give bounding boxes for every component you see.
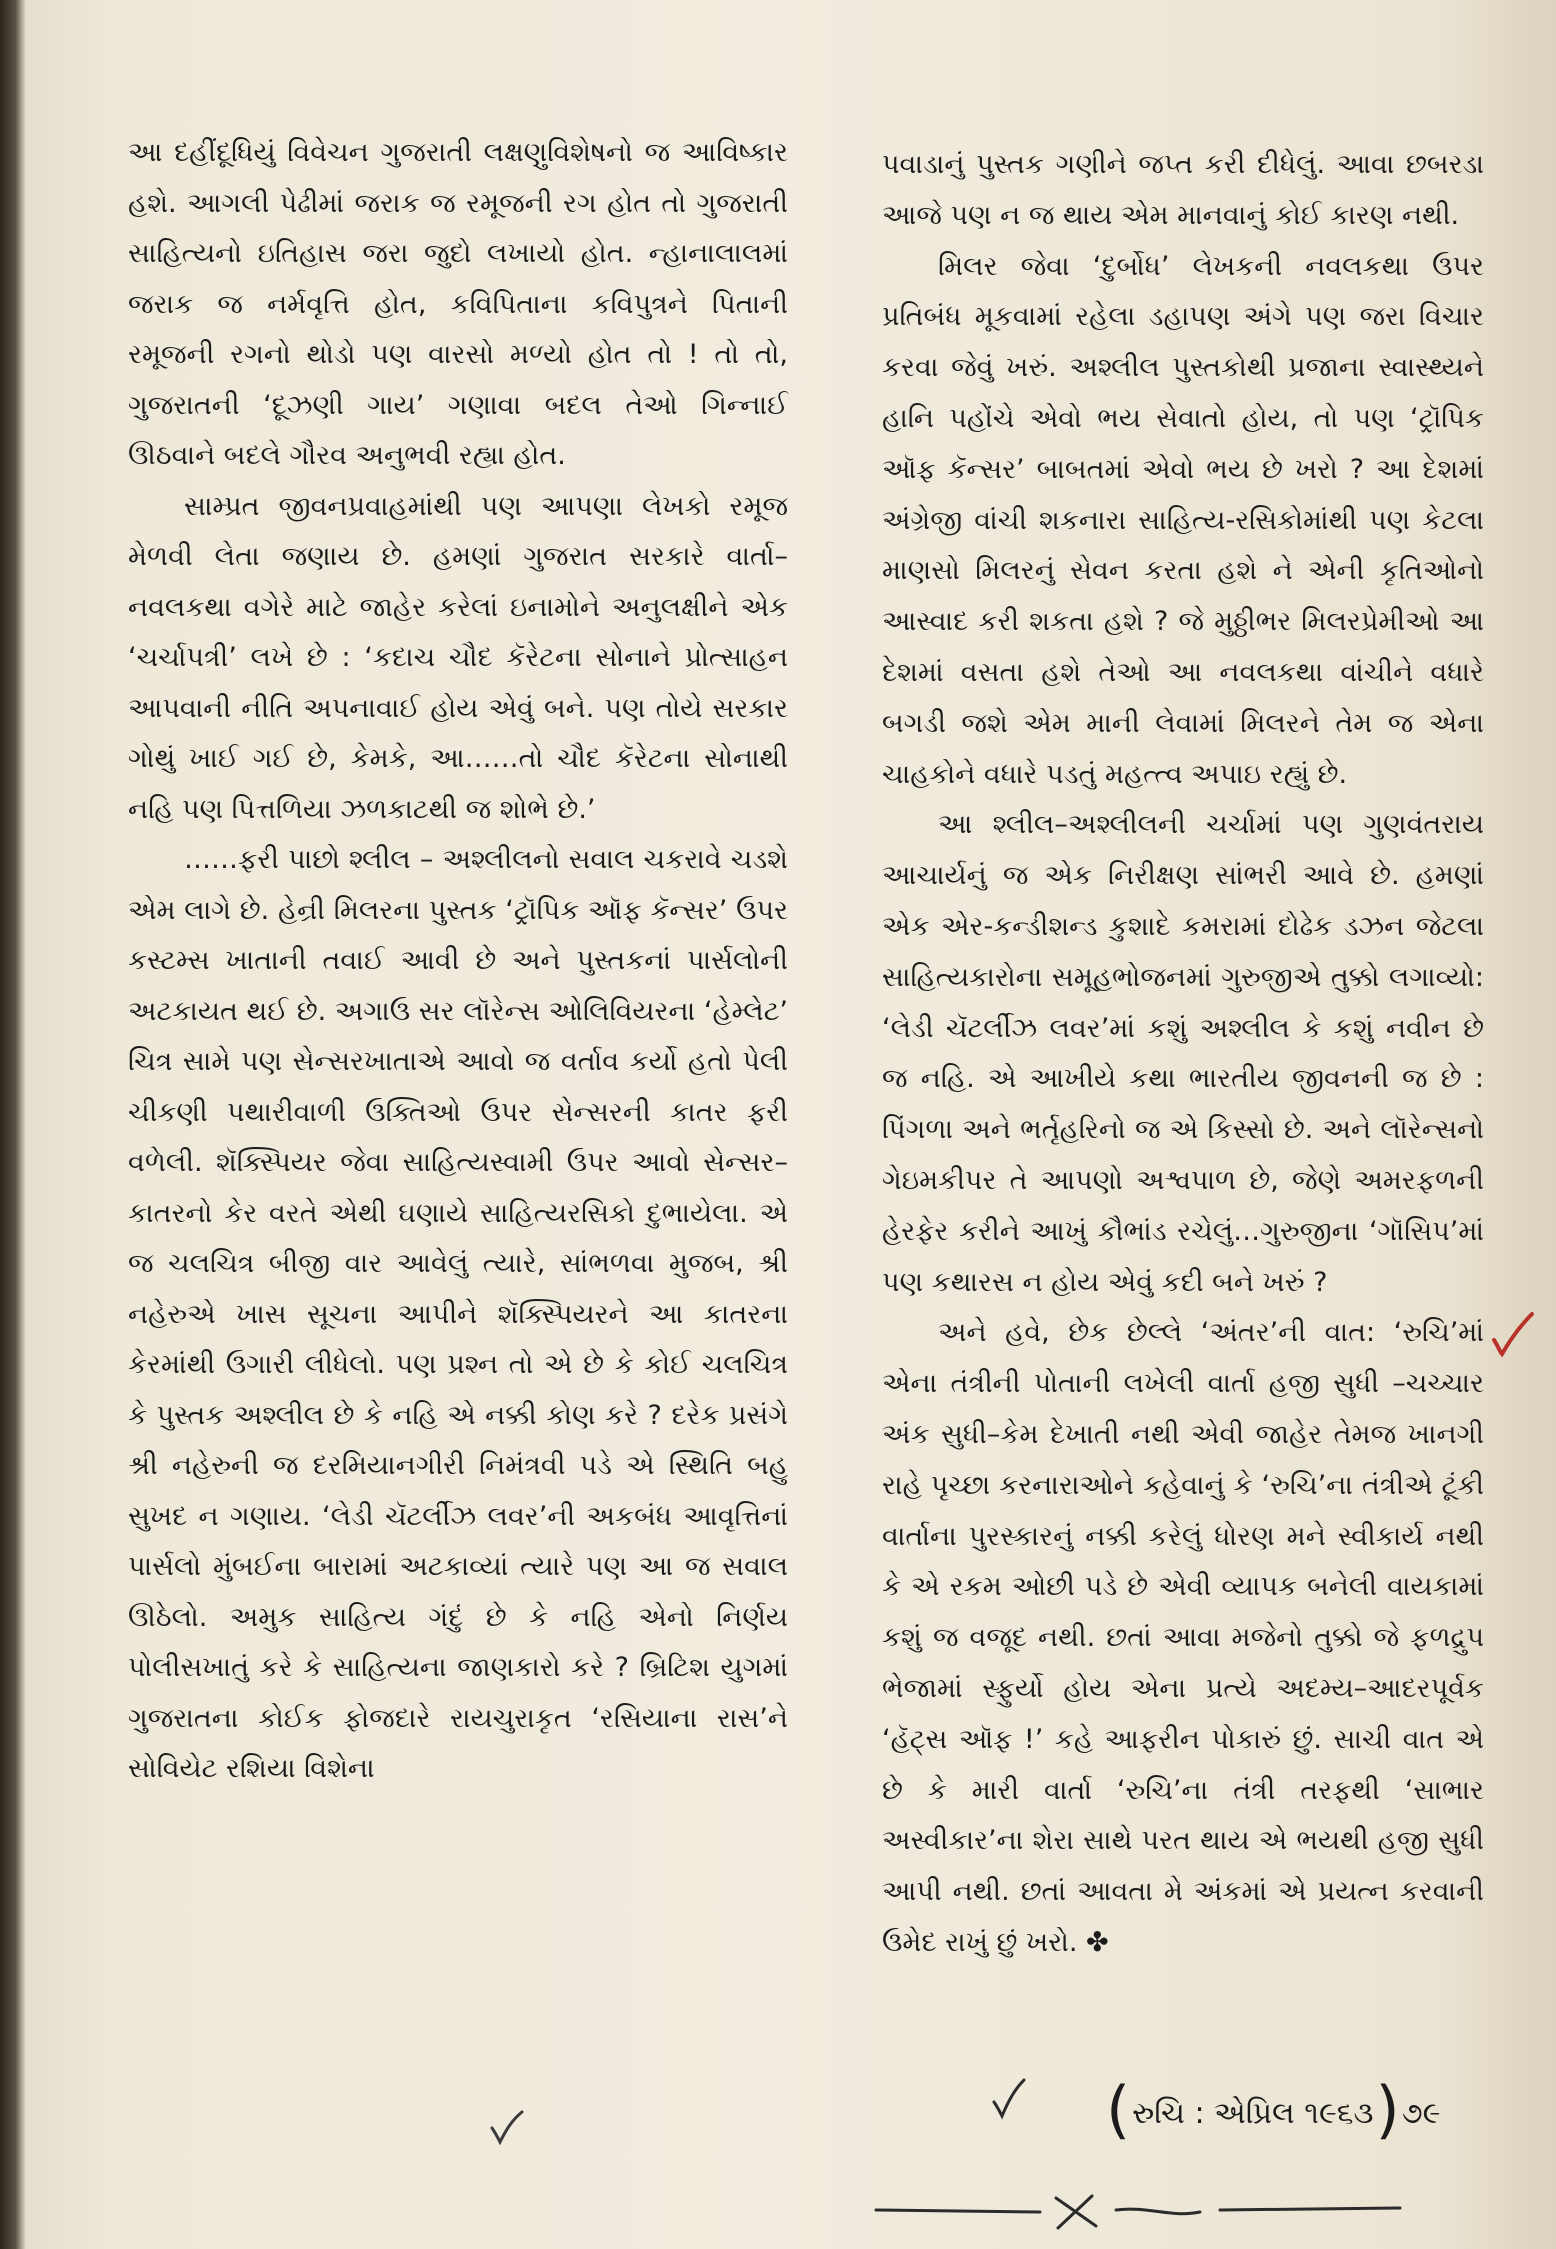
paragraph: ……ફરી પાછો શ્લીલ – અશ્લીલનો સવાલ ચકરાવે ચડશે એમ લાગે છે. હેન્રી મિલરના પુસ્તક ‘ટ્રૉપિક ઑફ કૅન્સર’ ઉપર કસ્ટમ્સ ખાતાની તવાઈ આવી છે અને પુસ્તકનાં પાર્સલોની અટકાયત થઈ છે. અગાઉ સર લૉરેન્સ ઓલિવિયરના ‘હેમ્લેટ’ ચિત્ર સામે પણ સેન્સરખાતાએ આવો જ વર્તાવ કર્યો હતો પેલી ચીકણી પથારીવાળી ઉક્તિઓ ઉપર સેન્સરની કાતર ફરી વળેલી. શૅક્સ્પિયર જેવા સાહિત્યસ્વામી ઉપર આવો સેન્સર–કાતરનો કેર વરતે એથી ઘણાયે સાહિત્યરસિકો દુભાયેલા. એ જ ચલચિત્ર બીજી વાર આવેલું ત્યારે, સાંભળવા મુજબ, શ્રી નહેરુએ ખાસ સૂચના આપીને શૅક્સ્પિયરને આ કાતરના કેરમાંથી ઉગારી લીધેલો. પણ પ્રશ્ન તો એ છે કે કોઈ ચલચિત્ર કે પુસ્તક અશ્લીલ છે કે નહિ એ નક્કી કોણ કરે ? દરેક પ્રસંગે શ્રી નહેરુની જ દરમિયાનગીરી નિમંત્રવી પડે એ સ્થિતિ બહુ સુખદ ન ગણાય. ‘લેડી ચૅટર્લીઝ લવર’ની અકબંધ આવૃત્તિનાં પાર્સલો મુંબઈના બારામાં અટકાવ્યાં ત્યારે પણ આ જ સવાલ ઊઠેલો. અમુક સાહિત્ય ગંદું છે કે નહિ એનો નિર્ણય પોલીસખાતું કરે કે સાહિત્યના જાણકારો કરે ? બ્રિટિશ યુગમાં ગુજરાતના કોઈક ફોજદારે રાયચુરાકૃત ‘રસિયાના રાસ’ને સોવિયેટ રશિયા વિશેના — [128, 844, 788, 1784]
paragraph: મિલર જેવા ‘દુર્બોધ’ લેખકની નવલકથા ઉપર પ્રતિબંધ મૂકવામાં રહેલા ડહાપણ અંગે પણ જરા વિચાર કરવા જેવું ખરું. અશ્લીલ પુસ્તકોથી પ્રજાના સ્વાસ્થ્યને હાનિ પહોંચે એવો ભય સેવાતો હોય, તો પણ ‘ટ્રૉપિક ઑફ કૅન્સર’ બાબતમાં એવો ભય છે ખરો ? આ દેશમાં અંગ્રેજી વાંચી શકનારા સાહિત્ય-રસિકોમાંથી પણ કેટલા માણસો મિલરનું સેવન કરતા હશે ને એની કૃતિઓનો આસ્વાદ કરી શકતા હશે ? જે મુઠ્ઠીભર મિલરપ્રેમીઓ આ દેશમાં વસતા હશે તેઓ આ નવલકથા વાંચીને વધારે બગડી જશે એમ માની લેવામાં મિલરને તેમ જ એના ચાહકોને વધારે પડતું મહત્ત્વ અપાઇ રહ્યું છે. — [882, 250, 1484, 790]
end-ornament-icon: ✤ — [1086, 1926, 1109, 1958]
page-binding-edge — [0, 0, 26, 2249]
page-number: ૭૯ — [1401, 2095, 1441, 2131]
red-tick-mark-icon — [1490, 1310, 1536, 1360]
paragraph — [882, 1308, 1484, 1968]
paragraph: આ દહીંદૂધિયું વિવેચન ગુજરાતી લક્ષણુવિશેષનો જ આવિષ્કાર હશે. આગલી પેઢીમાં જરાક જ રમૂજની રગ હોત તો ગુજરાતી સાહિત્યનો ઇતિહાસ જરા જુદો લખાયો હોત. ન્હાનાલાલમાં જરાક જ નર્મવૃત્તિ હોત, કવિપિતાના કવિપુત્રને પિતાની રમૂજની રગનો થોડો પણ વારસો મળ્યો હોત તો ! તો તો, ગુજરાતની ‘દૂઝણી ગાય’ ગણાવા બદલ તેઓ ગિન્નાઈ ઊઠવાને બદલે ગૌરવ અનુભવી રહ્યા હોત. — [128, 137, 788, 471]
paragraph: આ શ્લીલ–અશ્લીલની ચર્ચામાં પણ ગુણવંતરાય આચાર્યનું જ એક નિરીક્ષણ સાંભરી આવે છે. હમણાં એક એર-કન્ડીશન્ડ કુશાદે કમરામાં દોઢેક ડઝન જેટલા સાહિત્યકારોના સમૂહભોજનમાં ગુરુજીએ તુક્કો લગાવ્યો: ‘લેડી ચૅટર્લીઝ લવર’માં કશું અશ્લીલ કે કશું નવીન છે જ નહિ. એ આખીયે કથા ભારતીય જીવનની જ છે : પિંગળા અને ભર્તૃહરિનો જ એ કિસ્સો છે. અને લૉરેન્સનો ગેઇમકીપર તે આપણો અશ્વપાળ છે, જેણે અમરફળની હેરફેર કરીને આખું કૌભાંડ રચેલું…ગુરુજીના ‘ગૉસિપ’માં પણ કથારસ ન હોય એવું કદી બને ખરું ? — [882, 809, 1484, 1298]
footer-paren-close: ) — [1375, 2073, 1400, 2146]
left-text-column — [128, 128, 788, 1795]
paragraph-text: અને હવે, છેક છેલ્લે ‘અંતર’ની વાત: ‘રુચિ’માં એના તંત્રીની પોતાની લખેલી વાર્તા હજી સુધી –ચચ્ચાર અંક સુધી–કેમ દેખાતી નથી એવી જાહેર તેમજ ખાનગી રાહે પૃચ્છા કરનારાઓને કહેવાનું કે ‘રુચિ’ના તંત્રીએ ટૂંકી વાર્તાના પુરસ્કારનું નક્કી કરેલું ધોરણ મને સ્વીકાર્ય નથી કે એ રકમ ઓછી પડે છે એવી વ્યાપક બનેલી વાયકામાં કશું જ વજૂદ નથી. છતાં આવા મજેનો તુક્કો જે ફળદ્રુપ ભેજામાં સ્ફુર્યો હોય એના પ્રત્યે અદમ્ય–આદરપૂર્વક ‘હૅટ્સ ઑફ !’ કહે આફરીન પોકારું છું. સાચી વાત એ છે કે મારી વાર્તા ‘રુચિ’ના તંત્રી તરફથી ‘સાભાર અસ્વીકાર’ના શેરા સાથે પરત થાય એ ભયથી હજી સુધી આપી નથી. છતાં આવતા મે અંકમાં એ પ્રયત્ન કરવાની ઉમેદ રાખું છું ખરો. — [882, 1317, 1484, 1958]
underline-stroke-icon — [870, 2188, 1410, 2232]
tick-mark-icon — [488, 2108, 528, 2148]
page-footer — [1104, 2073, 1441, 2148]
paragraph: સામ્પ્રત જીવનપ્રવાહમાંથી પણ આપણા લેખકો રમૂજ મેળવી લેતા જણાય છે. હમણાં ગુજરાત સરકારે વાર્તા–નવલકથા વગેરે માટે જાહેર કરેલાં ઇનામોને અનુલક્ષીને એક ‘ચર્ચાપત્રી’ લખે છે : ‘કદાચ ચૌદ કૅરેટના સોનાને પ્રોત્સાહન આપવાની નીતિ અપનાવાઈ હોય એવું બને. પણ તોયે સરકાર ગોથું ખાઈ ગઈ છે, કેમકે, આ……તો ચૌદ કૅરેટના સોનાથી નહિ પણ પિત્તળિયા ઝળકાટથી જ શોભે છે.’ — [128, 490, 788, 825]
paragraph: પવાડાનું પુસ્તક ગણીને જપ્ત કરી દીધેલું. આવા છબરડા આજે પણ ન જ થાય એમ માનવાનું કોઈ કારણ નથી. — [882, 149, 1484, 231]
footer-source: રુચિ : એપ્રિલ ૧૯૬૩ — [1132, 2095, 1374, 2131]
footer-paren-open: ( — [1106, 2073, 1131, 2146]
tick-mark-icon — [990, 2076, 1030, 2122]
right-text-column — [882, 140, 1484, 1969]
